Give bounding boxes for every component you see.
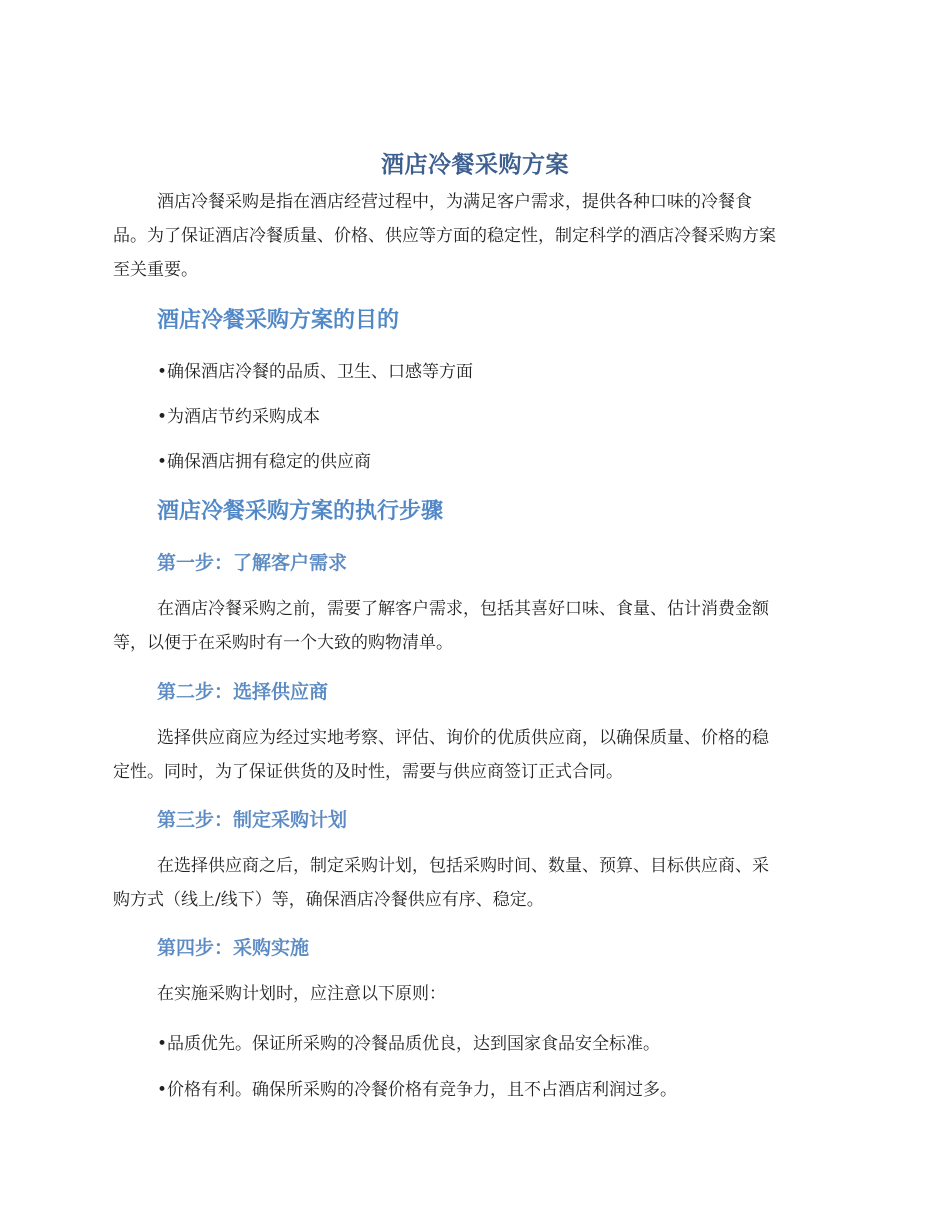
principle-item [157, 1075, 677, 1100]
step2-paragraph [113, 721, 841, 789]
step1-line-1 [113, 592, 841, 626]
step3-line-1-text: 在选择供应商之后，制定采购计划，包括采购时间、数量、预算、目标供应商、采 [157, 856, 769, 876]
steps-heading: 酒店冷餐采购方案的执行步骤 [157, 499, 444, 524]
step4-intro-line [113, 977, 841, 1011]
intro-line-2: 品。为了保证酒店冷餐质量、价格、供应等方面的稳定性，制定科学的酒店冷餐采购方案 [113, 226, 776, 246]
purpose-item-text: 为酒店节约采购成本 [167, 407, 320, 427]
step3-heading: 第三步：制定采购计划 [157, 809, 348, 831]
purpose-item-text: 确保酒店拥有稳定的供应商 [167, 452, 371, 472]
step4-intro [113, 977, 841, 1011]
step1-paragraph [113, 592, 841, 660]
step2-line-1 [113, 721, 841, 755]
principle-item [157, 1029, 660, 1054]
step3-line-1 [113, 849, 841, 883]
purpose-item [157, 357, 473, 382]
purpose-heading: 酒店冷餐采购方案的目的 [157, 308, 400, 333]
step3-paragraph [113, 849, 841, 917]
purpose-item [157, 447, 371, 472]
step4-heading: 第四步：采购实施 [157, 937, 310, 959]
bullet-icon: • [157, 362, 168, 382]
step1-line-1-text: 在酒店冷餐采购之前，需要了解客户需求，包括其喜好口味、食量、估计消费金额 [157, 599, 769, 619]
bullet-icon: • [157, 407, 168, 427]
bullet-icon: • [157, 1080, 168, 1100]
step1-line-2: 等，以便于在采购时有一个大致的购物清单。 [113, 633, 453, 653]
purpose-item-text: 确保酒店冷餐的品质、卫生、口感等方面 [167, 362, 473, 382]
document-title: 酒店冷餐采购方案 [381, 152, 569, 178]
step2-line-2: 定性。同时，为了保证供货的及时性，需要与供应商签订正式合同。 [113, 762, 623, 782]
intro-line-1-text: 酒店冷餐采购是指在酒店经营过程中，为满足客户需求，提供各种口味的冷餐食 [157, 192, 752, 212]
step1-heading: 第一步：了解客户需求 [157, 552, 348, 574]
principle-item-text: 价格有利。确保所采购的冷餐价格有竞争力，且不占酒店利润过多。 [167, 1080, 677, 1100]
principle-item-text: 品质优先。保证所采购的冷餐品质优良，达到国家食品安全标准。 [167, 1034, 660, 1054]
purpose-item [157, 402, 320, 427]
bullet-icon: • [157, 1034, 168, 1054]
step2-line-1-text: 选择供应商应为经过实地考察、评估、询价的优质供应商，以确保质量、价格的稳 [157, 728, 769, 748]
intro-paragraph [113, 185, 841, 287]
intro-line-3: 至关重要。 [113, 260, 198, 280]
step4-intro-text: 在实施采购计划时，应注意以下原则： [157, 984, 446, 1004]
step3-line-2: 购方式（线上/线下）等，确保酒店冷餐供应有序、稳定。 [113, 890, 544, 910]
intro-line-1 [113, 185, 841, 219]
bullet-icon: • [157, 452, 168, 472]
step2-heading: 第二步：选择供应商 [157, 681, 329, 703]
